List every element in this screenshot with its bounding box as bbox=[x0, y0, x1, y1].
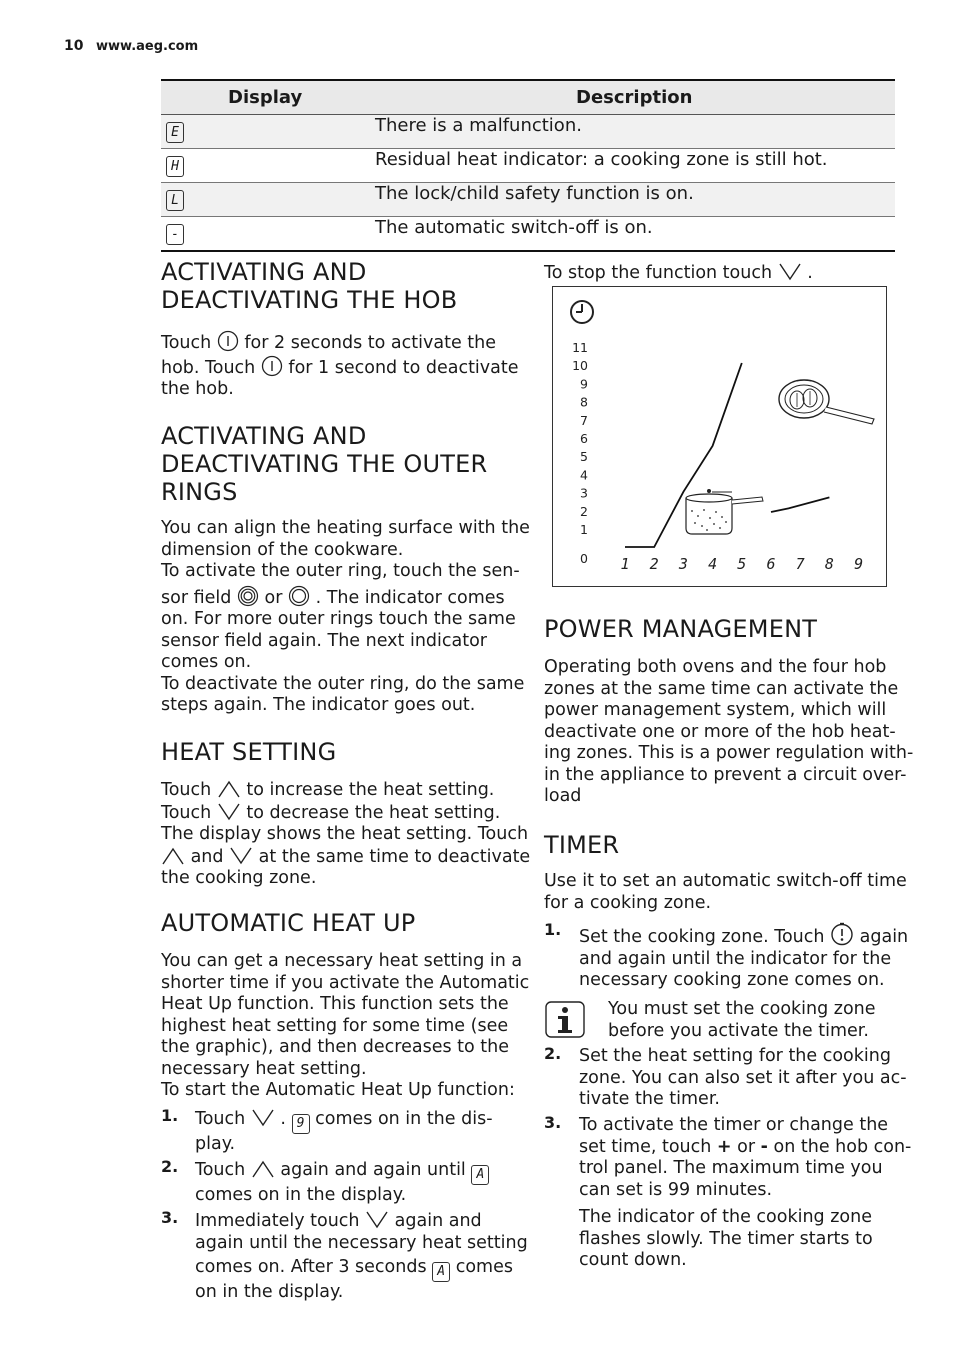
row-description: There is a malfunction. bbox=[375, 115, 582, 136]
display-symbol: L bbox=[166, 190, 184, 211]
power-icon bbox=[217, 330, 239, 352]
table-header-row bbox=[161, 80, 895, 115]
step-number: 3. bbox=[161, 1208, 179, 1227]
table-row bbox=[161, 115, 895, 149]
section-title-outer-rings: ACTIVATING AND DEACTIVATING THE OUTER RINGS bbox=[161, 422, 488, 506]
timer-step-1: Set the cooking zone. Touch again and again until the indicator for the necessary cooking zone comes on. bbox=[579, 922, 908, 992]
y-tick-label: 11 bbox=[572, 340, 588, 355]
y-tick-label: 4 bbox=[580, 467, 588, 483]
x-tick-label: 5 bbox=[737, 555, 747, 573]
minus-key: - bbox=[760, 1136, 768, 1157]
chevron-down-icon bbox=[229, 846, 253, 866]
chevron-up-icon bbox=[217, 779, 241, 799]
timer-icon bbox=[830, 922, 854, 946]
heat-setting-text: Touch to increase the heat setting. Touch to decrease the heat setting. The display shows the heat setting. Touch and at the same time to deactivate the cooking zone. bbox=[161, 780, 531, 888]
display-table bbox=[161, 79, 895, 252]
x-tick-label: 7 bbox=[795, 555, 805, 573]
stop-function-text: To stop the function touch . bbox=[544, 263, 813, 283]
x-tick-label: 8 bbox=[824, 555, 834, 573]
row-description: The automatic switch-off is on. bbox=[375, 217, 653, 238]
step-number: 1. bbox=[161, 1106, 179, 1125]
table-row bbox=[161, 217, 895, 252]
step-number: 2. bbox=[544, 1044, 562, 1063]
timer-text: Use it to set an automatic switch-off time for a cooking zone. bbox=[544, 871, 907, 913]
y-tick-label: 7 bbox=[580, 412, 588, 428]
display-symbol: 9 bbox=[292, 1114, 310, 1134]
row-description: The lock/child safety function is on. bbox=[375, 183, 694, 204]
y-tick-label: 2 bbox=[580, 503, 588, 519]
table-row bbox=[161, 149, 895, 183]
y-tick-label: 5 bbox=[580, 449, 588, 465]
step-number: 3. bbox=[544, 1113, 562, 1132]
column-header-display: Display bbox=[228, 87, 303, 108]
chevron-down-icon bbox=[251, 1108, 275, 1128]
outer-rings-text: You can align the heating surface with the dimension of the cookware. To activate the outer ring, touch the sen- sor field or . The indicator comes on. For more outer rings touch the same sensor field again. The next indicator comes on. To deactivate the outer ring, do the same steps again. The indicator goes out. bbox=[161, 518, 530, 715]
info-note: You must set the cooking zone before you activate the timer. bbox=[608, 999, 876, 1041]
x-tick-label: 4 bbox=[708, 555, 718, 573]
triple-ring-icon bbox=[237, 585, 259, 607]
y-tick-label: 3 bbox=[580, 485, 588, 501]
display-symbol: - bbox=[166, 224, 184, 245]
page-number: 10 bbox=[64, 38, 84, 54]
y-tick-label: 0 bbox=[580, 551, 588, 566]
chevron-up-icon bbox=[161, 846, 185, 866]
website-url: www.aeg.com bbox=[96, 39, 199, 54]
x-tick-label: 6 bbox=[766, 555, 776, 573]
auto-step-3: Immediately touch again and again until the necessary heat setting comes on. After 3 seconds A comes on in the display. bbox=[195, 1211, 528, 1302]
y-tick-label: 8 bbox=[580, 394, 588, 410]
y-tick-label: 6 bbox=[580, 431, 588, 446]
y-tick-label: 1 bbox=[580, 522, 588, 537]
y-tick-label: 9 bbox=[580, 376, 588, 392]
plus-key: + bbox=[716, 1136, 732, 1157]
column-header-description: Description bbox=[576, 87, 693, 108]
y-tick-label: 10 bbox=[572, 358, 588, 374]
power-management-text: Operating both ovens and the four hob zones at the same time can activate the power management system, which will deactivate one or more of the hob heat- ing zones. This is a power regulation with- in the appliance to prevent a circuit over- load bbox=[544, 657, 914, 806]
display-symbol: H bbox=[166, 156, 184, 177]
x-tick-label: 9 bbox=[854, 555, 864, 573]
automatic-heat-up-text: You can get a necessary heat setting in a shorter time if you activate the Automatic Heat Up function. This function sets the highest heat setting for some time (see the graphic), and then decreases to the necessary heat setting. To start the Automatic Heat Up function: bbox=[161, 951, 530, 1100]
row-description: Residual heat indicator: a cooking zone is still hot. bbox=[375, 149, 828, 170]
auto-step-2: Touch again and again until A comes on in the display. bbox=[195, 1159, 489, 1207]
step-number: 1. bbox=[544, 920, 562, 939]
section-title-timer: TIMER bbox=[544, 831, 620, 859]
section-title-automatic-heat-up: AUTOMATIC HEAT UP bbox=[161, 909, 416, 937]
table-row bbox=[161, 183, 895, 217]
chevron-down-icon bbox=[217, 802, 241, 822]
section-title-hob: ACTIVATING AND DEACTIVATING THE HOB bbox=[161, 258, 458, 314]
display-symbol: A bbox=[471, 1165, 489, 1185]
x-tick-label: 2 bbox=[649, 555, 659, 573]
chevron-down-icon bbox=[365, 1210, 389, 1230]
power-icon bbox=[261, 355, 283, 377]
hob-text: Touch for 2 seconds to activate the hob. Touch for 1 second to deactivate the hob. bbox=[161, 330, 519, 401]
chevron-up-icon bbox=[251, 1159, 275, 1179]
double-ring-icon bbox=[288, 585, 310, 607]
timer-step-3: To activate the timer or change the set time, touch + or - on the hob con- trol panel. The maximum time you can set is 99 minutes. The indicator of the cooking zone flashes slowly. The timer starts to count down. bbox=[579, 1115, 912, 1270]
info-icon bbox=[545, 1001, 585, 1038]
heat-up-chart bbox=[552, 286, 887, 587]
section-title-power-management: POWER MANAGEMENT bbox=[544, 615, 818, 643]
step-number: 2. bbox=[161, 1157, 179, 1176]
timer-step-2: Set the heat setting for the cooking zone. You can also set it after you ac- tivate the timer. bbox=[579, 1046, 907, 1109]
auto-step-1: Touch . 9 comes on in the dis- play. bbox=[195, 1109, 493, 1154]
display-symbol: A bbox=[432, 1262, 450, 1282]
x-tick-label: 3 bbox=[678, 555, 688, 573]
display-symbol: E bbox=[166, 122, 184, 143]
chevron-down-icon bbox=[778, 262, 802, 282]
section-title-heat-setting: HEAT SETTING bbox=[161, 738, 337, 766]
x-tick-label: 1 bbox=[620, 555, 630, 573]
